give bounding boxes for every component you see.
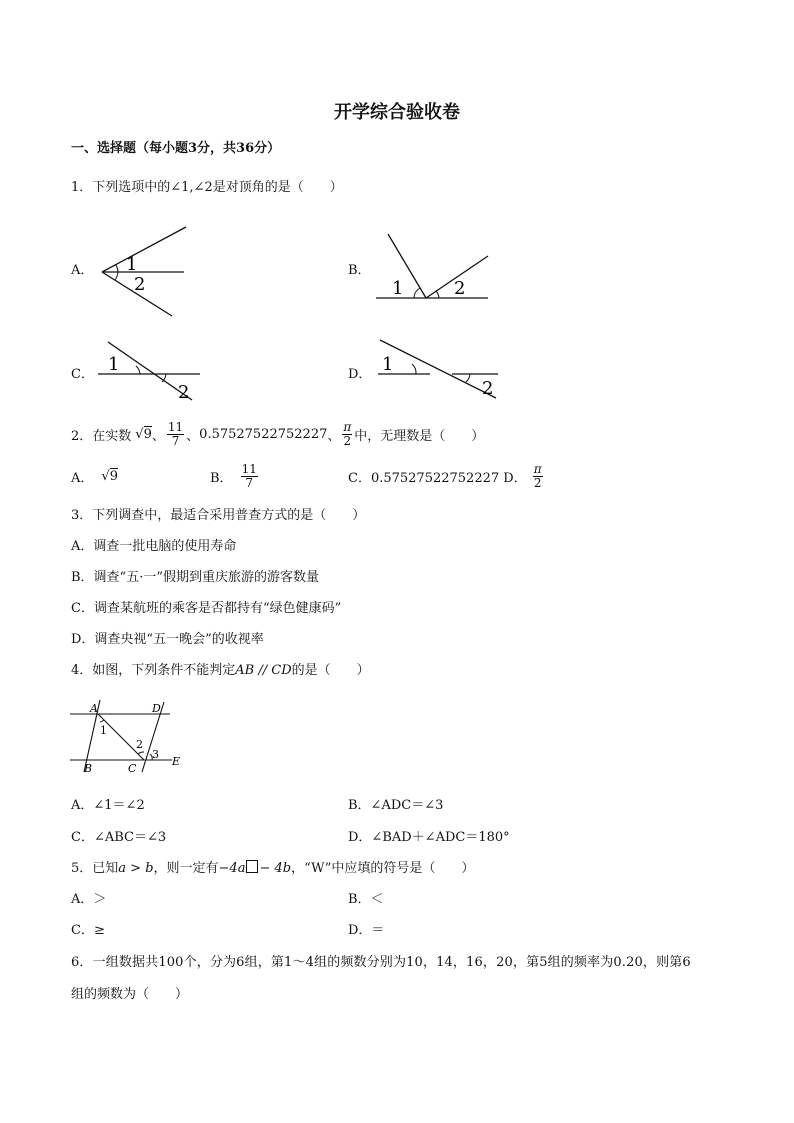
q1-figure-c xyxy=(96,338,206,404)
q1b-label-2: 2 xyxy=(454,278,466,299)
q6-stem-line1: 6．一组数据共100个，分为6组，第1～4组的频数分别为10，14，16，20，第5组的频率为0.20，则第6 xyxy=(71,955,691,970)
q2-pi: π xyxy=(343,419,352,434)
q1a-label-2: 2 xyxy=(134,274,146,295)
q2-decimal: 0.57527522752227 xyxy=(199,426,328,442)
q4-stem-a: 4．如图，下列条件不能判定 xyxy=(71,663,236,678)
q5-expr-b: − 4b xyxy=(259,861,292,876)
q4-label-3: 3 xyxy=(152,748,159,761)
q4-figure xyxy=(68,696,188,778)
q4-label-b: B xyxy=(84,762,93,775)
q3-stem: 3．下列调查中，最适合采用普查方式的是（ ） xyxy=(71,508,366,523)
q2-a-sqrt: √9 xyxy=(101,468,118,484)
q5-cond: a > b xyxy=(118,861,154,876)
q2-b-frac xyxy=(241,463,258,489)
q3-option-c: C．调查某航班的乘客是否都持有“绿色健康码” xyxy=(71,601,342,616)
q5-option-a: A．＞ xyxy=(71,892,107,907)
q2-option-cd xyxy=(348,456,545,496)
q2-frac-den: 7 xyxy=(171,433,180,448)
q2-a-sqrt-value: 9 xyxy=(109,468,118,484)
q1a-label-1: 1 xyxy=(126,254,138,275)
q4-label-a: A xyxy=(90,702,98,715)
q4-option-b: B．∠ADC＝∠3 xyxy=(348,798,444,813)
q2-option-a xyxy=(71,456,118,496)
q1-option-a-label: A． xyxy=(71,263,94,278)
q2-b-frac-den: 7 xyxy=(245,475,254,490)
q1b-label-1: 1 xyxy=(392,278,404,299)
q6-stem-line2: 组的频数为（ ） xyxy=(71,987,189,1002)
q4-label-d: D xyxy=(152,702,161,715)
q4-label-1: 1 xyxy=(100,724,107,737)
q3-option-d: D．调查央视“五一晚会”的收视率 xyxy=(71,632,264,647)
q5-option-b: B．＜ xyxy=(348,892,384,907)
q2-d-two: 2 xyxy=(533,475,542,490)
q5-stem-b: ，则一定有 xyxy=(153,861,219,876)
q3-option-b: B．调查“五·一”假期到重庆旅游的游客数量 xyxy=(71,570,319,585)
q4-option-c: C．∠ABC＝∠3 xyxy=(71,830,167,845)
q2-sqrt-value: 9 xyxy=(143,426,152,442)
q1d-label-1: 1 xyxy=(382,354,394,375)
q5-stem-a: 5．已知 xyxy=(71,861,119,876)
q4-label-c: C xyxy=(128,762,137,775)
q1-option-b-label: B． xyxy=(348,263,371,278)
q4-label-e: E xyxy=(172,755,181,768)
q2-sep-3: 、 xyxy=(327,428,341,444)
q2-frac-num: 11 xyxy=(167,419,184,434)
q2-sqrt: √9 xyxy=(135,426,152,442)
page-title: 开学综合验收卷 xyxy=(334,102,460,123)
q5-stem-c: ，“W”中应填的符号是（ ） xyxy=(291,861,475,876)
q1d-label-2: 2 xyxy=(482,378,494,399)
q4-stem xyxy=(71,659,370,678)
q2-b-frac-num: 11 xyxy=(241,461,257,476)
q1-stem: 1．下列选项中的∠1,∠2是对顶角的是（ ） xyxy=(71,180,343,195)
q2-b-label: B． xyxy=(210,470,233,486)
q4-option-d: D．∠BAD＋∠ADC＝180° xyxy=(348,830,510,845)
q3-option-a: A．调查一批电脑的使用寿命 xyxy=(71,539,237,554)
q4-label-2: 2 xyxy=(136,738,143,751)
q2-a-label: A． xyxy=(71,470,94,486)
q2-stem-a: 2．在实数 xyxy=(71,428,132,444)
q2-stem xyxy=(71,414,484,454)
q5-option-c: C．≥ xyxy=(71,923,105,938)
section-heading: 一、选择题（每小题3分，共36分） xyxy=(71,141,281,156)
q5-stem xyxy=(71,857,474,876)
q1-figure-d xyxy=(374,336,504,402)
q2-c-label: C．0.57527522752227 D． xyxy=(348,470,527,486)
q5-blank-box xyxy=(246,860,258,873)
q2-option-b xyxy=(210,456,260,496)
q1-figure-b xyxy=(372,228,492,304)
q2-sep-1: 、 xyxy=(151,428,165,444)
q1-figure-a xyxy=(96,222,196,322)
q1-option-d-label: D． xyxy=(348,367,372,382)
q4-stem-b: 的是（ ） xyxy=(291,663,370,678)
q2-fraction-11-7 xyxy=(167,421,184,447)
q2-stem-b: 中，无理数是（ ） xyxy=(354,428,485,444)
q2-two: 2 xyxy=(343,433,352,448)
q1c-label-2: 2 xyxy=(178,382,190,403)
q5-expr-a: −4a xyxy=(218,861,246,876)
q4-option-a: A．∠1＝∠2 xyxy=(71,798,145,813)
q1-option-c-label: C． xyxy=(71,367,94,382)
q1c-label-1: 1 xyxy=(108,354,120,375)
q2-fraction-pi-2 xyxy=(342,421,352,447)
q2-sep-2: 、 xyxy=(186,428,200,444)
q2-d-pi: π xyxy=(533,461,542,476)
q4-ab-cd: AB // CD xyxy=(235,663,292,678)
q5-option-d: D．＝ xyxy=(348,923,385,938)
q2-d-frac xyxy=(533,463,543,489)
